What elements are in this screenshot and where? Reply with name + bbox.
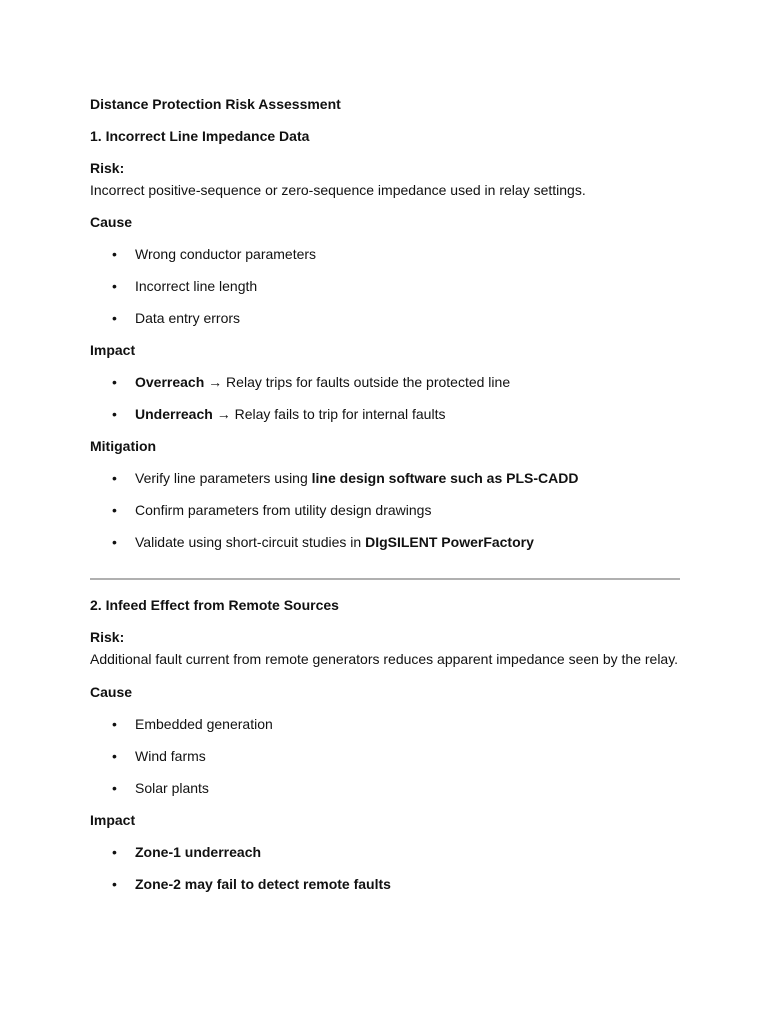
section-2-risk-label: Risk: (90, 629, 125, 645)
list-item-text: Data entry errors (135, 310, 241, 326)
list-item (90, 777, 680, 799)
bullet-icon: • (112, 748, 117, 764)
section-1-cause-label: Cause (90, 214, 133, 230)
list-item (90, 841, 680, 863)
section-2-impact-label: Impact (90, 812, 136, 828)
list-item (90, 307, 680, 329)
impact-term: Zone-1 underreach (135, 844, 262, 860)
bullet-icon: • (112, 246, 117, 262)
bullet-icon: • (112, 470, 117, 486)
list-item (90, 403, 680, 425)
list-item-text: Wind farms (135, 748, 206, 764)
bullet-icon: • (112, 534, 117, 550)
section-1-mitigation-label: Mitigation (90, 438, 157, 454)
bullet-icon: • (112, 502, 117, 518)
list-item-text: Solar plants (135, 780, 209, 796)
bullet-icon: • (112, 876, 117, 892)
bullet-icon: • (112, 716, 117, 732)
list-item (90, 745, 680, 767)
section-1-impact-label: Impact (90, 342, 136, 358)
section-2-cause-label: Cause (90, 684, 133, 700)
list-item (90, 371, 680, 393)
list-item-text: Wrong conductor parameters (135, 246, 317, 262)
document-page (90, 93, 680, 895)
section-1-cause-list (90, 243, 680, 329)
bullet-icon: • (112, 844, 117, 860)
mitigation-text: Verify line parameters using (135, 470, 312, 486)
list-item (90, 275, 680, 297)
bullet-icon: • (112, 406, 117, 422)
section-1-risk-label: Risk: (90, 160, 125, 176)
section-1-mitigation-list (90, 467, 680, 553)
section-1-heading: 1. Incorrect Line Impedance Data (90, 128, 310, 144)
bullet-icon: • (112, 780, 117, 796)
list-item (90, 243, 680, 265)
section-2-impact-list (90, 841, 680, 895)
list-item (90, 499, 680, 521)
list-item (90, 713, 680, 735)
section-1-impact-list (90, 371, 680, 425)
list-item (90, 873, 680, 895)
impact-term: Underreach (135, 406, 213, 422)
list-item (90, 531, 680, 553)
list-item-text: Embedded generation (135, 716, 273, 732)
mitigation-text: Validate using short-circuit studies in (135, 534, 366, 550)
bullet-icon: • (112, 310, 117, 326)
bullet-icon: • (112, 374, 117, 390)
section-2-cause-list (90, 713, 680, 799)
impact-term: Overreach (135, 374, 205, 390)
mitigation-emphasis: line design software such as PLS-CADD (311, 470, 579, 486)
list-item-text: Incorrect line length (135, 278, 258, 294)
impact-description: → Relay fails to trip for internal faults (212, 406, 446, 422)
section-1-risk-text: Incorrect positive-sequence or zero-sequence impedance used in relay settings. (90, 182, 586, 198)
mitigation-text: Confirm parameters from utility design drawings (135, 502, 432, 518)
list-item (90, 467, 680, 489)
section-2-heading: 2. Infeed Effect from Remote Sources (90, 597, 339, 613)
impact-description: → Relay trips for faults outside the protected line (204, 374, 511, 390)
bullet-icon: • (112, 278, 117, 294)
document-title: Distance Protection Risk Assessment (90, 96, 341, 112)
section-2-risk-text: Additional fault current from remote generators reduces apparent impedance seen by the relay. (90, 651, 679, 667)
impact-term: Zone-2 may fail to detect remote faults (135, 876, 391, 892)
mitigation-emphasis: DIgSILENT PowerFactory (365, 534, 534, 550)
